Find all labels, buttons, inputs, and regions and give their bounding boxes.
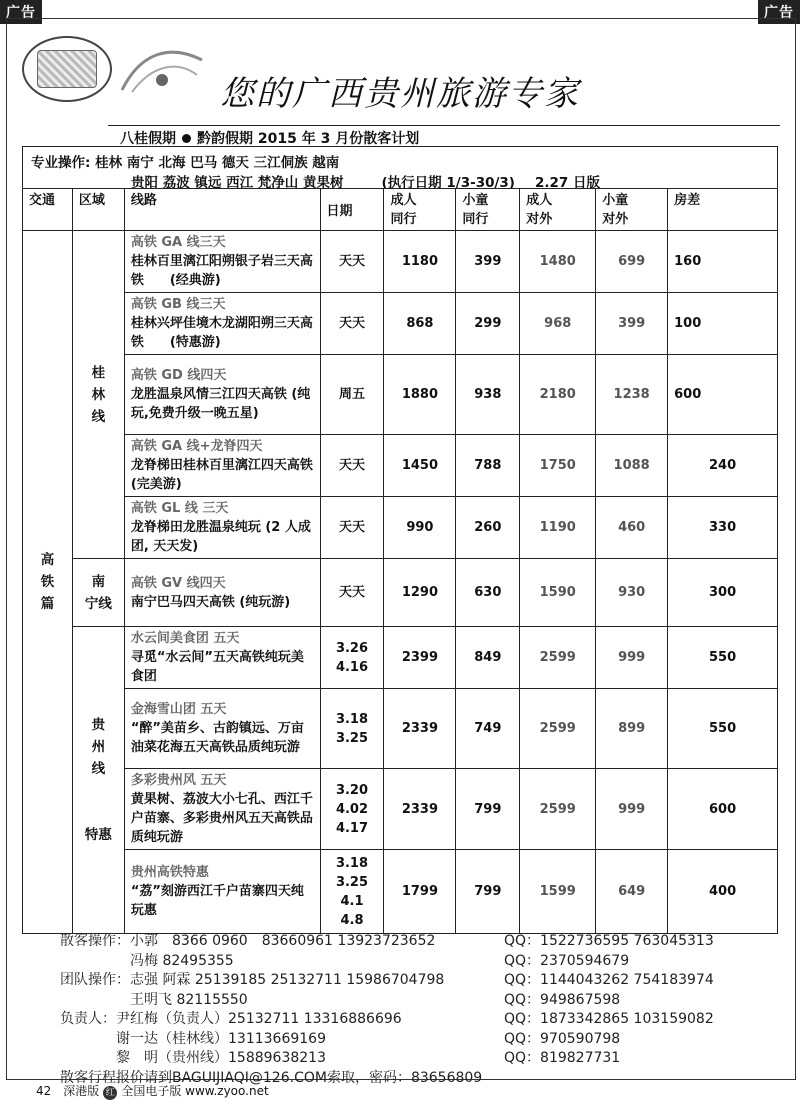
child-peer-price: 938 — [456, 355, 520, 435]
header-date: 日期 — [320, 189, 384, 231]
table-row — [23, 497, 778, 559]
room-diff: 160 — [668, 231, 778, 293]
date-cell: 天天 — [320, 435, 384, 497]
contact-row — [60, 1049, 621, 1069]
contact-row — [60, 1030, 621, 1050]
route-cell — [124, 435, 339, 497]
route-title: 高铁 GA 线+龙脊四天 — [130, 439, 263, 454]
adult-peer-price: 990 — [384, 497, 456, 559]
room-diff: 600 — [668, 769, 778, 850]
child-peer-price: 630 — [456, 559, 520, 627]
table-row — [23, 293, 778, 355]
route-desc: 寻觅“水云间”五天高铁纯玩美食团 — [130, 650, 304, 684]
route-cell — [124, 559, 320, 627]
adult-public-price: 1590 — [520, 559, 596, 627]
contact-row — [60, 932, 714, 952]
route-cell — [124, 769, 320, 850]
adult-peer-price: 868 — [384, 293, 456, 355]
route-desc: 桂林兴坪佳境木龙湖阳朔三天高铁 (特惠游) — [130, 316, 313, 350]
qianyun-logo-icon — [112, 40, 212, 96]
adult-peer-price: 1799 — [384, 850, 456, 934]
adult-public-price: 1480 — [520, 231, 596, 293]
table-row — [23, 850, 778, 934]
route-desc: “醉”美苗乡、古韵镇远、万亩油菜花海五天高铁品质纯玩游 — [130, 721, 304, 755]
route-cell — [124, 355, 320, 435]
table-row — [23, 355, 778, 435]
route-desc: 桂林百里漓江阳朔银子岩三天高铁 (经典游) — [130, 254, 313, 288]
contact-info: 负责人：尹红梅（负责人）25132711 13316886696 — [60, 1011, 402, 1027]
slogan: 您的广西贵州旅游专家 — [220, 74, 580, 114]
child-public-price: 1088 — [596, 435, 668, 497]
child-peer-price: 799 — [456, 769, 520, 850]
adult-public-price: 2599 — [520, 627, 596, 689]
ad-label-left: 广告 — [0, 0, 42, 24]
route-desc: 龙胜温泉风情三江四天高铁 (纯玩,免费升级一晚五星) — [130, 387, 311, 421]
room-diff: 600 — [668, 355, 778, 435]
child-public-price: 699 — [596, 231, 668, 293]
date-cell: 3.18 3.25 — [320, 689, 384, 769]
contact-qq: QQ：1144043262 754183974 — [504, 972, 714, 988]
table-row — [23, 435, 778, 497]
adult-public-price: 968 — [520, 293, 596, 355]
table-row — [23, 769, 778, 850]
adult-public-price: 1599 — [520, 850, 596, 934]
route-desc: 龙脊梯田桂林百里漓江四天高铁 (完美游) — [130, 458, 339, 492]
child-public-price: 399 — [596, 293, 668, 355]
route-desc: 南宁巴马四天高铁 (纯玩游) — [130, 594, 291, 610]
ops-line-1: 专业操作: 桂林 南宁 北海 巴马 德天 三江侗族 越南 — [31, 155, 340, 171]
route-title: 多彩贵州风 五天 — [130, 773, 227, 788]
header-room-diff: 房差 — [668, 189, 778, 231]
route-title: 高铁 GV 线四天 — [130, 575, 226, 591]
child-peer-price: 788 — [456, 435, 520, 497]
route-cell — [124, 627, 320, 689]
child-public-price: 899 — [596, 689, 668, 769]
child-public-price: 999 — [596, 769, 668, 850]
contact-info: 黎 明（贵州线）15889638213 — [60, 1050, 326, 1066]
adult-peer-price: 2339 — [384, 769, 456, 850]
route-title: 贵州高铁特惠 — [130, 865, 209, 880]
table-row — [23, 627, 778, 689]
edition-badge-icon: 红 — [103, 1086, 117, 1100]
agency-logo-icon — [22, 36, 112, 102]
ad-label-right: 广告 — [758, 0, 800, 24]
table-header-row — [23, 189, 778, 231]
header-transport: 交通 — [23, 189, 73, 231]
contact-row — [60, 1010, 714, 1030]
header-child-peer: 小童 同行 — [456, 189, 520, 231]
date-cell: 3.26 4.16 — [320, 627, 384, 689]
header-route: 线路 — [124, 189, 320, 231]
date-cell: 天天 — [320, 293, 384, 355]
child-peer-price: 749 — [456, 689, 520, 769]
date-cell: 周五 — [320, 355, 384, 435]
table-row — [23, 231, 778, 293]
route-title: 金海雪山团 五天 — [130, 702, 227, 717]
room-diff: 300 — [668, 559, 778, 627]
contact-qq: QQ：819827731 — [504, 1050, 621, 1066]
route-desc: 黄果树、荔波大小七孔、西江千户苗寨、多彩贵州风五天高铁品质纯玩游 — [130, 792, 313, 845]
child-public-price: 1238 — [596, 355, 668, 435]
adult-public-price: 2180 — [520, 355, 596, 435]
route-title: 高铁 GD 线四天 — [130, 368, 227, 383]
child-public-price: 999 — [596, 627, 668, 689]
adult-peer-price: 2399 — [384, 627, 456, 689]
adult-peer-price: 1180 — [384, 231, 456, 293]
contact-info: 散客行程报价请到BAGUIJIAQI@126.COM索取，密码：83656809 — [60, 1069, 483, 1086]
transport-cell: 高 铁 篇 — [23, 231, 73, 934]
table-row — [23, 559, 778, 627]
child-peer-price: 849 — [456, 627, 520, 689]
contact-info: 散客操作：小郭 8366 0960 83660961 13923723652 — [60, 933, 436, 949]
plan-title: 八桂假期 黔韵假期 2015 年 3 月份散客计划 — [120, 131, 420, 147]
date-cell: 天天 — [320, 559, 384, 627]
adult-peer-price: 2339 — [384, 689, 456, 769]
route-title: 水云间美食团 五天 — [130, 631, 240, 646]
tour-table — [22, 188, 778, 934]
date-cell: 3.20 4.02 4.17 — [320, 769, 384, 850]
contact-row — [60, 952, 630, 972]
date-cell: 天天 — [320, 231, 384, 293]
adult-peer-price: 1450 — [384, 435, 456, 497]
route-title: 高铁 GL 线 三天 — [130, 501, 229, 516]
contact-info: 王明飞 82115550 — [60, 991, 248, 1008]
header-child-public: 小童 对外 — [596, 189, 668, 231]
region-cell: 南 宁线 — [72, 559, 124, 627]
contact-qq: QQ：1522736595 763045313 — [504, 933, 714, 949]
adult-public-price: 1750 — [520, 435, 596, 497]
header-region: 区域 — [72, 189, 124, 231]
route-cell — [124, 497, 320, 559]
header-adult-peer: 成人 同行 — [384, 189, 456, 231]
room-diff: 100 — [668, 293, 778, 355]
date-cell: 天天 — [320, 497, 384, 559]
divider — [108, 125, 780, 126]
route-cell — [124, 231, 320, 293]
region-cell: 桂 林 线 — [72, 231, 124, 559]
room-diff: 240 — [668, 435, 778, 497]
child-public-price: 460 — [596, 497, 668, 559]
room-diff: 400 — [668, 850, 778, 934]
contact-qq: QQ：970590798 — [504, 1030, 621, 1047]
contact-row — [60, 991, 621, 1011]
bullet-icon — [182, 134, 191, 143]
adult-public-price: 1190 — [520, 497, 596, 559]
child-peer-price: 399 — [456, 231, 520, 293]
contact-qq: QQ：1873342865 103159082 — [504, 1011, 714, 1027]
child-public-price: 649 — [596, 850, 668, 934]
table-row — [23, 689, 778, 769]
footer: 42 深港版 红 全国电子版 www.zyoo.net — [36, 1084, 269, 1098]
contact-row — [60, 971, 714, 991]
header-adult-public: 成人 对外 — [520, 189, 596, 231]
region-cell: 贵 州 线 特惠 — [72, 627, 124, 934]
contact-info: 谢一达（桂林线）13113669169 — [60, 1030, 326, 1047]
child-public-price: 930 — [596, 559, 668, 627]
route-title: 高铁 GA 线三天 — [130, 235, 226, 250]
contact-qq: QQ：2370594679 — [504, 952, 630, 969]
ops-box — [22, 146, 778, 189]
route-cell — [124, 689, 320, 769]
contact-info: 冯梅 82495355 — [60, 952, 234, 969]
adult-peer-price: 1290 — [384, 559, 456, 627]
contact-qq: QQ：949867598 — [504, 991, 621, 1008]
adult-public-price: 2599 — [520, 769, 596, 850]
contacts-section — [60, 932, 714, 1088]
route-cell — [124, 293, 320, 355]
route-desc: 龙脊梯田龙胜温泉纯玩 (2 人成团, 天天发) — [130, 520, 311, 554]
ops-line-2: 贵阳 荔波 镇远 西江 梵净山 黄果树 (执行日期 1/3-30/3) 2.27 日版 — [131, 175, 600, 191]
child-peer-price: 799 — [456, 850, 520, 934]
route-desc: “荔”刻游西江千户苗寨四天纯玩惠 — [130, 884, 304, 918]
room-diff: 550 — [668, 689, 778, 769]
date-cell: 3.18 3.25 4.1 4.8 — [320, 850, 384, 934]
child-peer-price: 260 — [456, 497, 520, 559]
adult-public-price: 2599 — [520, 689, 596, 769]
room-diff: 330 — [668, 497, 778, 559]
adult-peer-price: 1880 — [384, 355, 456, 435]
route-title: 高铁 GB 线三天 — [130, 297, 226, 312]
route-cell — [124, 850, 320, 934]
contact-info: 团队操作：志强 阿霖 25139185 25132711 15986704798 — [60, 972, 445, 988]
child-peer-price: 299 — [456, 293, 520, 355]
room-diff: 550 — [668, 627, 778, 689]
